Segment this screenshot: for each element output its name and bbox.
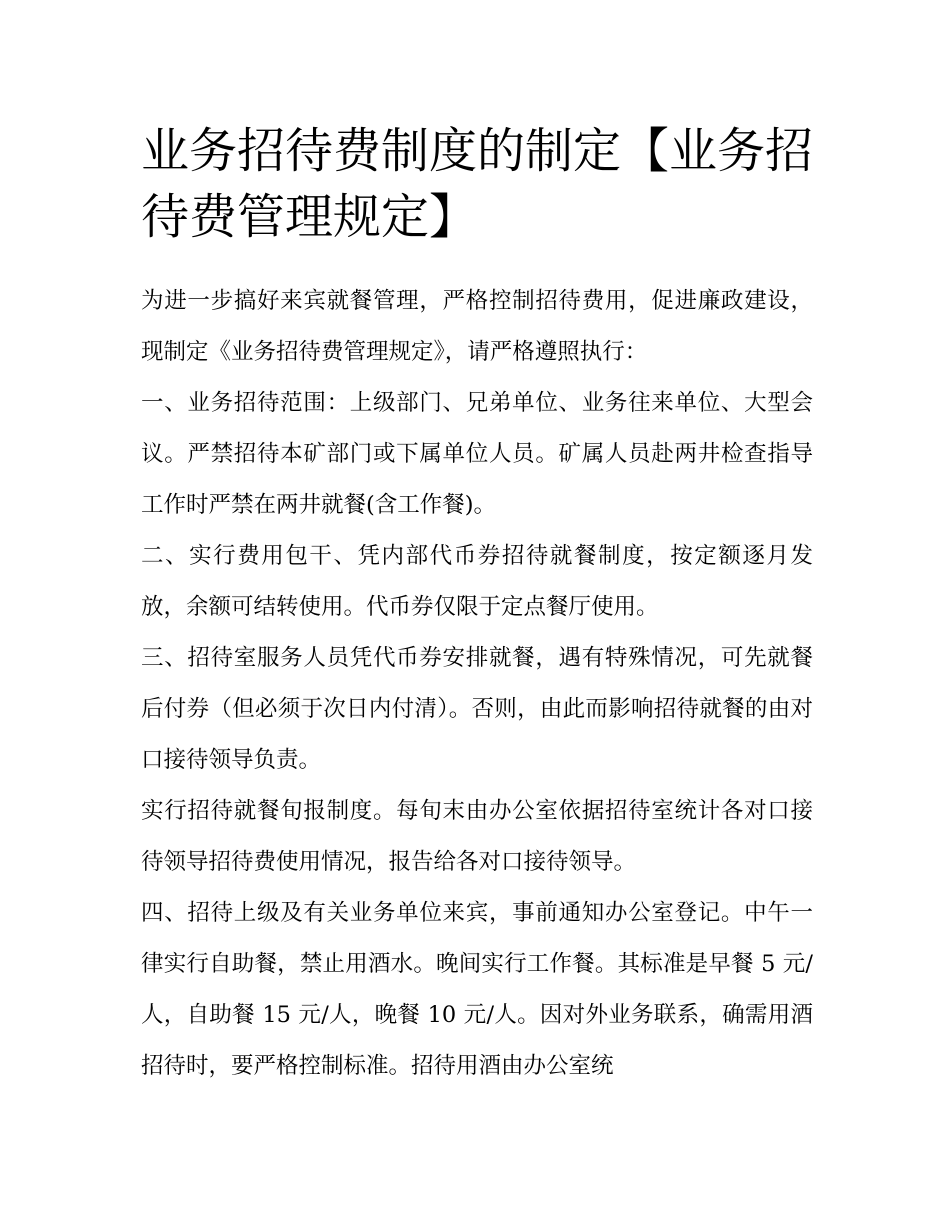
paragraph-intro: 为进一步搞好来宾就餐管理，严格控制招待费用，促进廉政建设，现制定《业务招待费管理规定》，请严格遵照执行： [141, 288, 813, 365]
paragraph-ten-day-report: 实行招待就餐旬报制度。每旬末由办公室依据招待室统计各对口接待领导招待费使用情况，报告给各对口接待领导。 [141, 798, 813, 875]
paragraph-reception-service: 三、招待室服务人员凭代币券安排就餐，遇有特殊情况，可先就餐后付券（但必须于次日内付清）。否则，由此而影响招待就餐的由对口接待领导负责。 [141, 645, 813, 773]
paragraph-scope: 一、业务招待范围：上级部门、兄弟单位、业务往来单位、大型会议。严禁招待本矿部门或下属单位人员。矿属人员赴两井检查指导工作时严禁在两井就餐(含工作餐)。 [141, 390, 813, 518]
document-body [141, 276, 813, 1092]
paragraph-standards: 四、招待上级及有关业务单位来宾，事前通知办公室登记。中午一律实行自助餐，禁止用酒水。晚间实行工作餐。其标准是早餐 5 元/人，自助餐 15 元/人，晚餐 10 元/人。因对外业务联系，确需用酒招待时，要严格控制标准。招待用酒由办公室统 [141, 900, 813, 1079]
document-title: 业务招待费制度的制定【业务招待费管理规定】 [141, 123, 814, 245]
paragraph-coupon-system: 二、实行费用包干、凭内部代币券招待就餐制度，按定额逐月发放，余额可结转使用。代币券仅限于定点餐厅使用。 [141, 543, 813, 620]
